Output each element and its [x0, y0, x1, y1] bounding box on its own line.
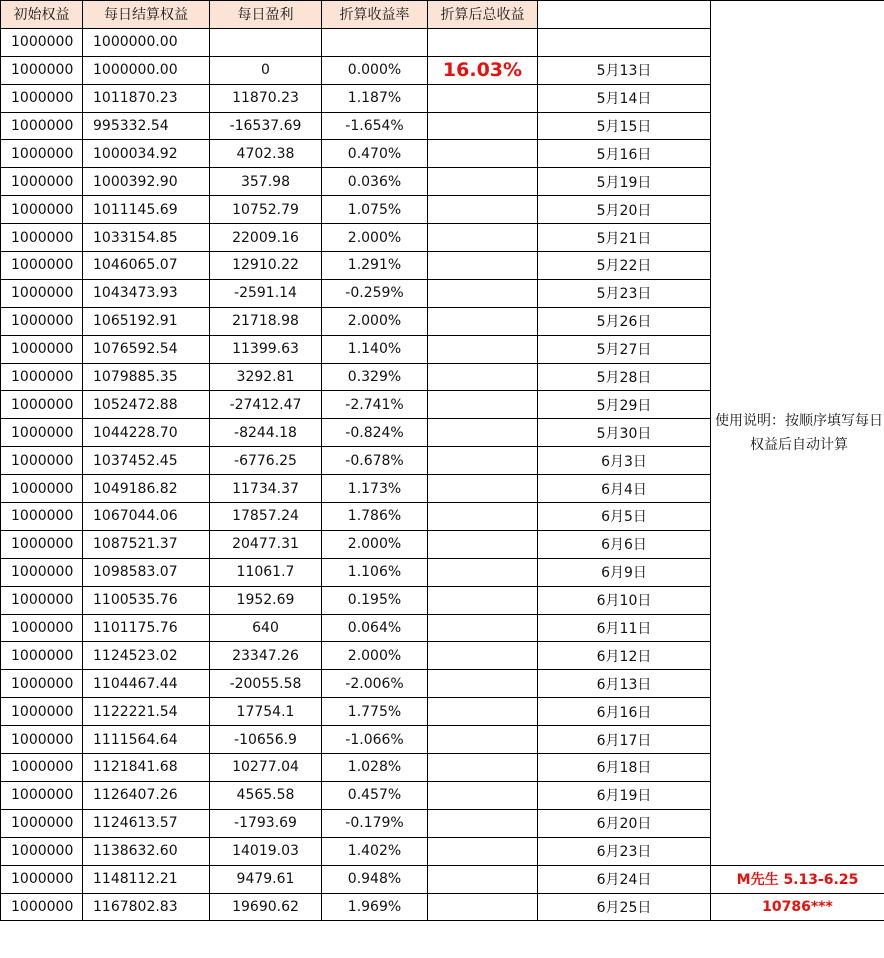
cell-initial[interactable]: 1000000: [1, 865, 83, 893]
cell-empty[interactable]: [428, 893, 538, 921]
cell-settle[interactable]: 1100535.76: [83, 586, 210, 614]
cell-profit[interactable]: 640: [210, 614, 322, 642]
cell-initial[interactable]: 1000000: [1, 837, 83, 865]
cell-date[interactable]: 5月15日: [538, 112, 711, 140]
cell-empty[interactable]: [428, 224, 538, 252]
cell-settle[interactable]: 1148112.21: [83, 865, 210, 893]
cell-settle[interactable]: 1101175.76: [83, 614, 210, 642]
cell-date[interactable]: 5月21日: [538, 224, 711, 252]
cell-initial[interactable]: 1000000: [1, 503, 83, 531]
cell-date[interactable]: 6月3日: [538, 447, 711, 475]
cell-empty[interactable]: [428, 307, 538, 335]
cell-empty[interactable]: [428, 642, 538, 670]
cell-empty[interactable]: [428, 252, 538, 280]
cell-empty[interactable]: [428, 335, 538, 363]
cell-empty[interactable]: [428, 586, 538, 614]
cell-profit[interactable]: 3292.81: [210, 363, 322, 391]
cell-rate[interactable]: -0.678%: [322, 447, 428, 475]
cell-date[interactable]: 5月30日: [538, 419, 711, 447]
cell-date[interactable]: 6月11日: [538, 614, 711, 642]
cell-settle[interactable]: 1046065.07: [83, 252, 210, 280]
header-daily-profit[interactable]: 每日盈利: [210, 1, 322, 29]
cell-date[interactable]: 6月25日: [538, 893, 711, 921]
cell-initial[interactable]: 1000000: [1, 140, 83, 168]
cell-initial[interactable]: 1000000: [1, 781, 83, 809]
cell-initial[interactable]: 1000000: [1, 28, 83, 56]
cell-rate[interactable]: 1.969%: [322, 893, 428, 921]
cell-settle[interactable]: 1011870.23: [83, 84, 210, 112]
cell-profit[interactable]: 17857.24: [210, 503, 322, 531]
cell-empty[interactable]: [428, 279, 538, 307]
cell-rate[interactable]: 2.000%: [322, 642, 428, 670]
cell-date[interactable]: 6月18日: [538, 754, 711, 782]
cell-settle[interactable]: 1065192.91: [83, 307, 210, 335]
cell-empty[interactable]: [428, 84, 538, 112]
cell-date[interactable]: 6月13日: [538, 670, 711, 698]
cell-date[interactable]: 5月27日: [538, 335, 711, 363]
cell-settle[interactable]: 1121841.68: [83, 754, 210, 782]
cell-profit[interactable]: 9479.61: [210, 865, 322, 893]
cell-settle[interactable]: 1044228.70: [83, 419, 210, 447]
cell-profit[interactable]: 10752.79: [210, 196, 322, 224]
header-initial-equity[interactable]: 初始权益: [1, 1, 83, 29]
cell-initial[interactable]: 1000000: [1, 614, 83, 642]
cell-date[interactable]: 6月20日: [538, 809, 711, 837]
cell-date[interactable]: 5月29日: [538, 391, 711, 419]
cell-profit[interactable]: 20477.31: [210, 530, 322, 558]
cell-initial[interactable]: 1000000: [1, 84, 83, 112]
cell-profit[interactable]: 19690.62: [210, 893, 322, 921]
cell-rate[interactable]: 1.075%: [322, 196, 428, 224]
cell-settle[interactable]: 1124613.57: [83, 809, 210, 837]
cell-initial[interactable]: 1000000: [1, 698, 83, 726]
cell-rate[interactable]: -2.741%: [322, 391, 428, 419]
cell-settle[interactable]: 1037452.45: [83, 447, 210, 475]
cell-empty[interactable]: [428, 447, 538, 475]
cell-empty[interactable]: [428, 754, 538, 782]
cell-date[interactable]: 6月17日: [538, 726, 711, 754]
cell-profit[interactable]: 14019.03: [210, 837, 322, 865]
cell-profit[interactable]: -16537.69: [210, 112, 322, 140]
table-row: [1, 893, 884, 921]
cell-empty[interactable]: [322, 28, 428, 56]
cell-profit[interactable]: -1793.69: [210, 809, 322, 837]
cell-profit[interactable]: 11399.63: [210, 335, 322, 363]
cell-settle[interactable]: 995332.54: [83, 112, 210, 140]
cell-empty[interactable]: [428, 698, 538, 726]
cell-settle[interactable]: 1000000.00: [83, 56, 210, 84]
cell-initial[interactable]: 1000000: [1, 558, 83, 586]
total-return-value[interactable]: 16.03%: [428, 56, 538, 84]
cell-profit[interactable]: 4702.38: [210, 140, 322, 168]
cell-empty[interactable]: [428, 168, 538, 196]
cell-initial[interactable]: 1000000: [1, 112, 83, 140]
header-row: [1, 1, 884, 29]
cell-settle[interactable]: 1079885.35: [83, 363, 210, 391]
cell-empty[interactable]: [428, 781, 538, 809]
cell-date[interactable]: 5月20日: [538, 196, 711, 224]
cell-profit[interactable]: 23347.26: [210, 642, 322, 670]
cell-rate[interactable]: -0.179%: [322, 809, 428, 837]
signature-name[interactable]: M先生 5.13-6.25: [711, 865, 884, 893]
cell-rate[interactable]: 1.187%: [322, 84, 428, 112]
cell-date[interactable]: 5月16日: [538, 140, 711, 168]
cell-initial[interactable]: 1000000: [1, 56, 83, 84]
cell-profit[interactable]: 17754.1: [210, 698, 322, 726]
cell-empty[interactable]: [428, 391, 538, 419]
cell-settle[interactable]: 1076592.54: [83, 335, 210, 363]
cell-initial[interactable]: 1000000: [1, 391, 83, 419]
cell-initial[interactable]: 1000000: [1, 252, 83, 280]
cell-rate[interactable]: 1.402%: [322, 837, 428, 865]
cell-profit[interactable]: 22009.16: [210, 224, 322, 252]
cell-date[interactable]: 6月23日: [538, 837, 711, 865]
cell-empty[interactable]: [428, 670, 538, 698]
header-daily-settlement-equity[interactable]: 每日结算权益: [83, 1, 210, 29]
cell-profit[interactable]: 11870.23: [210, 84, 322, 112]
cell-initial[interactable]: 1000000: [1, 809, 83, 837]
cell-date[interactable]: 5月26日: [538, 307, 711, 335]
header-converted-return-rate[interactable]: 折算收益率: [322, 1, 428, 29]
usage-note[interactable]: [711, 1, 884, 866]
usage-note-text: 使用说明：按顺序填写每日权益后自动计算: [715, 412, 883, 453]
cell-date[interactable]: 6月12日: [538, 642, 711, 670]
cell-date[interactable]: 6月16日: [538, 698, 711, 726]
cell-settle[interactable]: 1000000.00: [83, 28, 210, 56]
cell-initial[interactable]: 1000000: [1, 754, 83, 782]
cell-profit[interactable]: -20055.58: [210, 670, 322, 698]
cell-settle[interactable]: 1138632.60: [83, 837, 210, 865]
cell-rate[interactable]: 0.948%: [322, 865, 428, 893]
cell-settle[interactable]: 1033154.85: [83, 224, 210, 252]
cell-empty[interactable]: [428, 558, 538, 586]
cell-initial[interactable]: 1000000: [1, 447, 83, 475]
cell-rate[interactable]: 0.064%: [322, 614, 428, 642]
cell-settle[interactable]: 1126407.26: [83, 781, 210, 809]
cell-empty[interactable]: [428, 614, 538, 642]
cell-date[interactable]: 5月19日: [538, 168, 711, 196]
cell-empty[interactable]: [210, 28, 322, 56]
cell-profit[interactable]: 10277.04: [210, 754, 322, 782]
cell-date[interactable]: 5月13日: [538, 56, 711, 84]
cell-profit[interactable]: 11061.7: [210, 558, 322, 586]
cell-initial[interactable]: 1000000: [1, 279, 83, 307]
cell-rate[interactable]: -1.654%: [322, 112, 428, 140]
signature-id[interactable]: 10786***: [711, 893, 884, 921]
cell-rate[interactable]: 1.140%: [322, 335, 428, 363]
cell-rate[interactable]: 0.000%: [322, 56, 428, 84]
cell-initial[interactable]: 1000000: [1, 642, 83, 670]
cell-empty[interactable]: [428, 809, 538, 837]
cell-rate[interactable]: 1.173%: [322, 475, 428, 503]
cell-initial[interactable]: 1000000: [1, 586, 83, 614]
cell-empty[interactable]: [428, 363, 538, 391]
cell-date[interactable]: 6月9日: [538, 558, 711, 586]
cell-initial[interactable]: 1000000: [1, 419, 83, 447]
header-date[interactable]: [538, 1, 711, 29]
cell-profit[interactable]: 11734.37: [210, 475, 322, 503]
cell-rate[interactable]: 0.036%: [322, 168, 428, 196]
cell-settle[interactable]: 1124523.02: [83, 642, 210, 670]
cell-rate[interactable]: -1.066%: [322, 726, 428, 754]
cell-date[interactable]: 5月23日: [538, 279, 711, 307]
table-row: [1, 865, 884, 893]
cell-settle[interactable]: 1067044.06: [83, 503, 210, 531]
cell-date[interactable]: 5月14日: [538, 84, 711, 112]
cell-date[interactable]: 6月24日: [538, 865, 711, 893]
cell-profit[interactable]: -10656.9: [210, 726, 322, 754]
cell-empty[interactable]: [428, 140, 538, 168]
cell-settle[interactable]: 1000392.90: [83, 168, 210, 196]
cell-profit[interactable]: -27412.47: [210, 391, 322, 419]
cell-settle[interactable]: 1052472.88: [83, 391, 210, 419]
header-converted-total-return[interactable]: 折算后总收益: [428, 1, 538, 29]
cell-settle[interactable]: 1011145.69: [83, 196, 210, 224]
cell-rate[interactable]: 2.000%: [322, 307, 428, 335]
cell-date[interactable]: 6月4日: [538, 475, 711, 503]
cell-rate[interactable]: 1.291%: [322, 252, 428, 280]
cell-settle[interactable]: 1043473.93: [83, 279, 210, 307]
cell-date[interactable]: 6月19日: [538, 781, 711, 809]
cell-initial[interactable]: 1000000: [1, 335, 83, 363]
cell-initial[interactable]: 1000000: [1, 726, 83, 754]
cell-settle[interactable]: 1122221.54: [83, 698, 210, 726]
cell-rate[interactable]: 0.457%: [322, 781, 428, 809]
cell-initial[interactable]: 1000000: [1, 307, 83, 335]
cell-empty[interactable]: [428, 503, 538, 531]
cell-settle[interactable]: 1000034.92: [83, 140, 210, 168]
cell-profit[interactable]: -6776.25: [210, 447, 322, 475]
cell-initial[interactable]: 1000000: [1, 168, 83, 196]
cell-rate[interactable]: 0.195%: [322, 586, 428, 614]
cell-empty[interactable]: [428, 865, 538, 893]
cell-initial[interactable]: 1000000: [1, 475, 83, 503]
cell-profit[interactable]: 12910.22: [210, 252, 322, 280]
cell-rate[interactable]: 0.470%: [322, 140, 428, 168]
cell-settle[interactable]: 1167802.83: [83, 893, 210, 921]
cell-settle[interactable]: 1049186.82: [83, 475, 210, 503]
cell-rate[interactable]: -2.006%: [322, 670, 428, 698]
cell-profit[interactable]: -2591.14: [210, 279, 322, 307]
cell-empty[interactable]: [428, 530, 538, 558]
cell-date[interactable]: 5月22日: [538, 252, 711, 280]
cell-rate[interactable]: 2.000%: [322, 530, 428, 558]
cell-initial[interactable]: 1000000: [1, 893, 83, 921]
cell-rate[interactable]: -0.259%: [322, 279, 428, 307]
cell-date[interactable]: 6月10日: [538, 586, 711, 614]
cell-initial[interactable]: 1000000: [1, 224, 83, 252]
cell-settle[interactable]: 1104467.44: [83, 670, 210, 698]
cell-initial[interactable]: 1000000: [1, 363, 83, 391]
cell-rate[interactable]: -0.824%: [322, 419, 428, 447]
cell-initial[interactable]: 1000000: [1, 196, 83, 224]
cell-rate[interactable]: 1.106%: [322, 558, 428, 586]
cell-rate[interactable]: 0.329%: [322, 363, 428, 391]
cell-empty[interactable]: [428, 196, 538, 224]
cell-empty[interactable]: [428, 726, 538, 754]
cell-rate[interactable]: 2.000%: [322, 224, 428, 252]
cell-empty[interactable]: [538, 28, 711, 56]
cell-empty[interactable]: [428, 475, 538, 503]
cell-settle[interactable]: 1087521.37: [83, 530, 210, 558]
cell-empty[interactable]: [428, 837, 538, 865]
cell-profit[interactable]: -8244.18: [210, 419, 322, 447]
cell-initial[interactable]: 1000000: [1, 670, 83, 698]
cell-date[interactable]: 6月6日: [538, 530, 711, 558]
cell-date[interactable]: 5月28日: [538, 363, 711, 391]
cell-rate[interactable]: 1.028%: [322, 754, 428, 782]
cell-rate[interactable]: 1.786%: [322, 503, 428, 531]
cell-settle[interactable]: 1111564.64: [83, 726, 210, 754]
cell-empty[interactable]: [428, 419, 538, 447]
cell-profit[interactable]: 0: [210, 56, 322, 84]
cell-initial[interactable]: 1000000: [1, 530, 83, 558]
cell-profit[interactable]: 4565.58: [210, 781, 322, 809]
cell-profit[interactable]: 357.98: [210, 168, 322, 196]
cell-settle[interactable]: 1098583.07: [83, 558, 210, 586]
cell-profit[interactable]: 21718.98: [210, 307, 322, 335]
cell-empty[interactable]: [428, 112, 538, 140]
cell-rate[interactable]: 1.775%: [322, 698, 428, 726]
cell-date[interactable]: 6月5日: [538, 503, 711, 531]
cell-empty[interactable]: [428, 28, 538, 56]
cell-profit[interactable]: 1952.69: [210, 586, 322, 614]
